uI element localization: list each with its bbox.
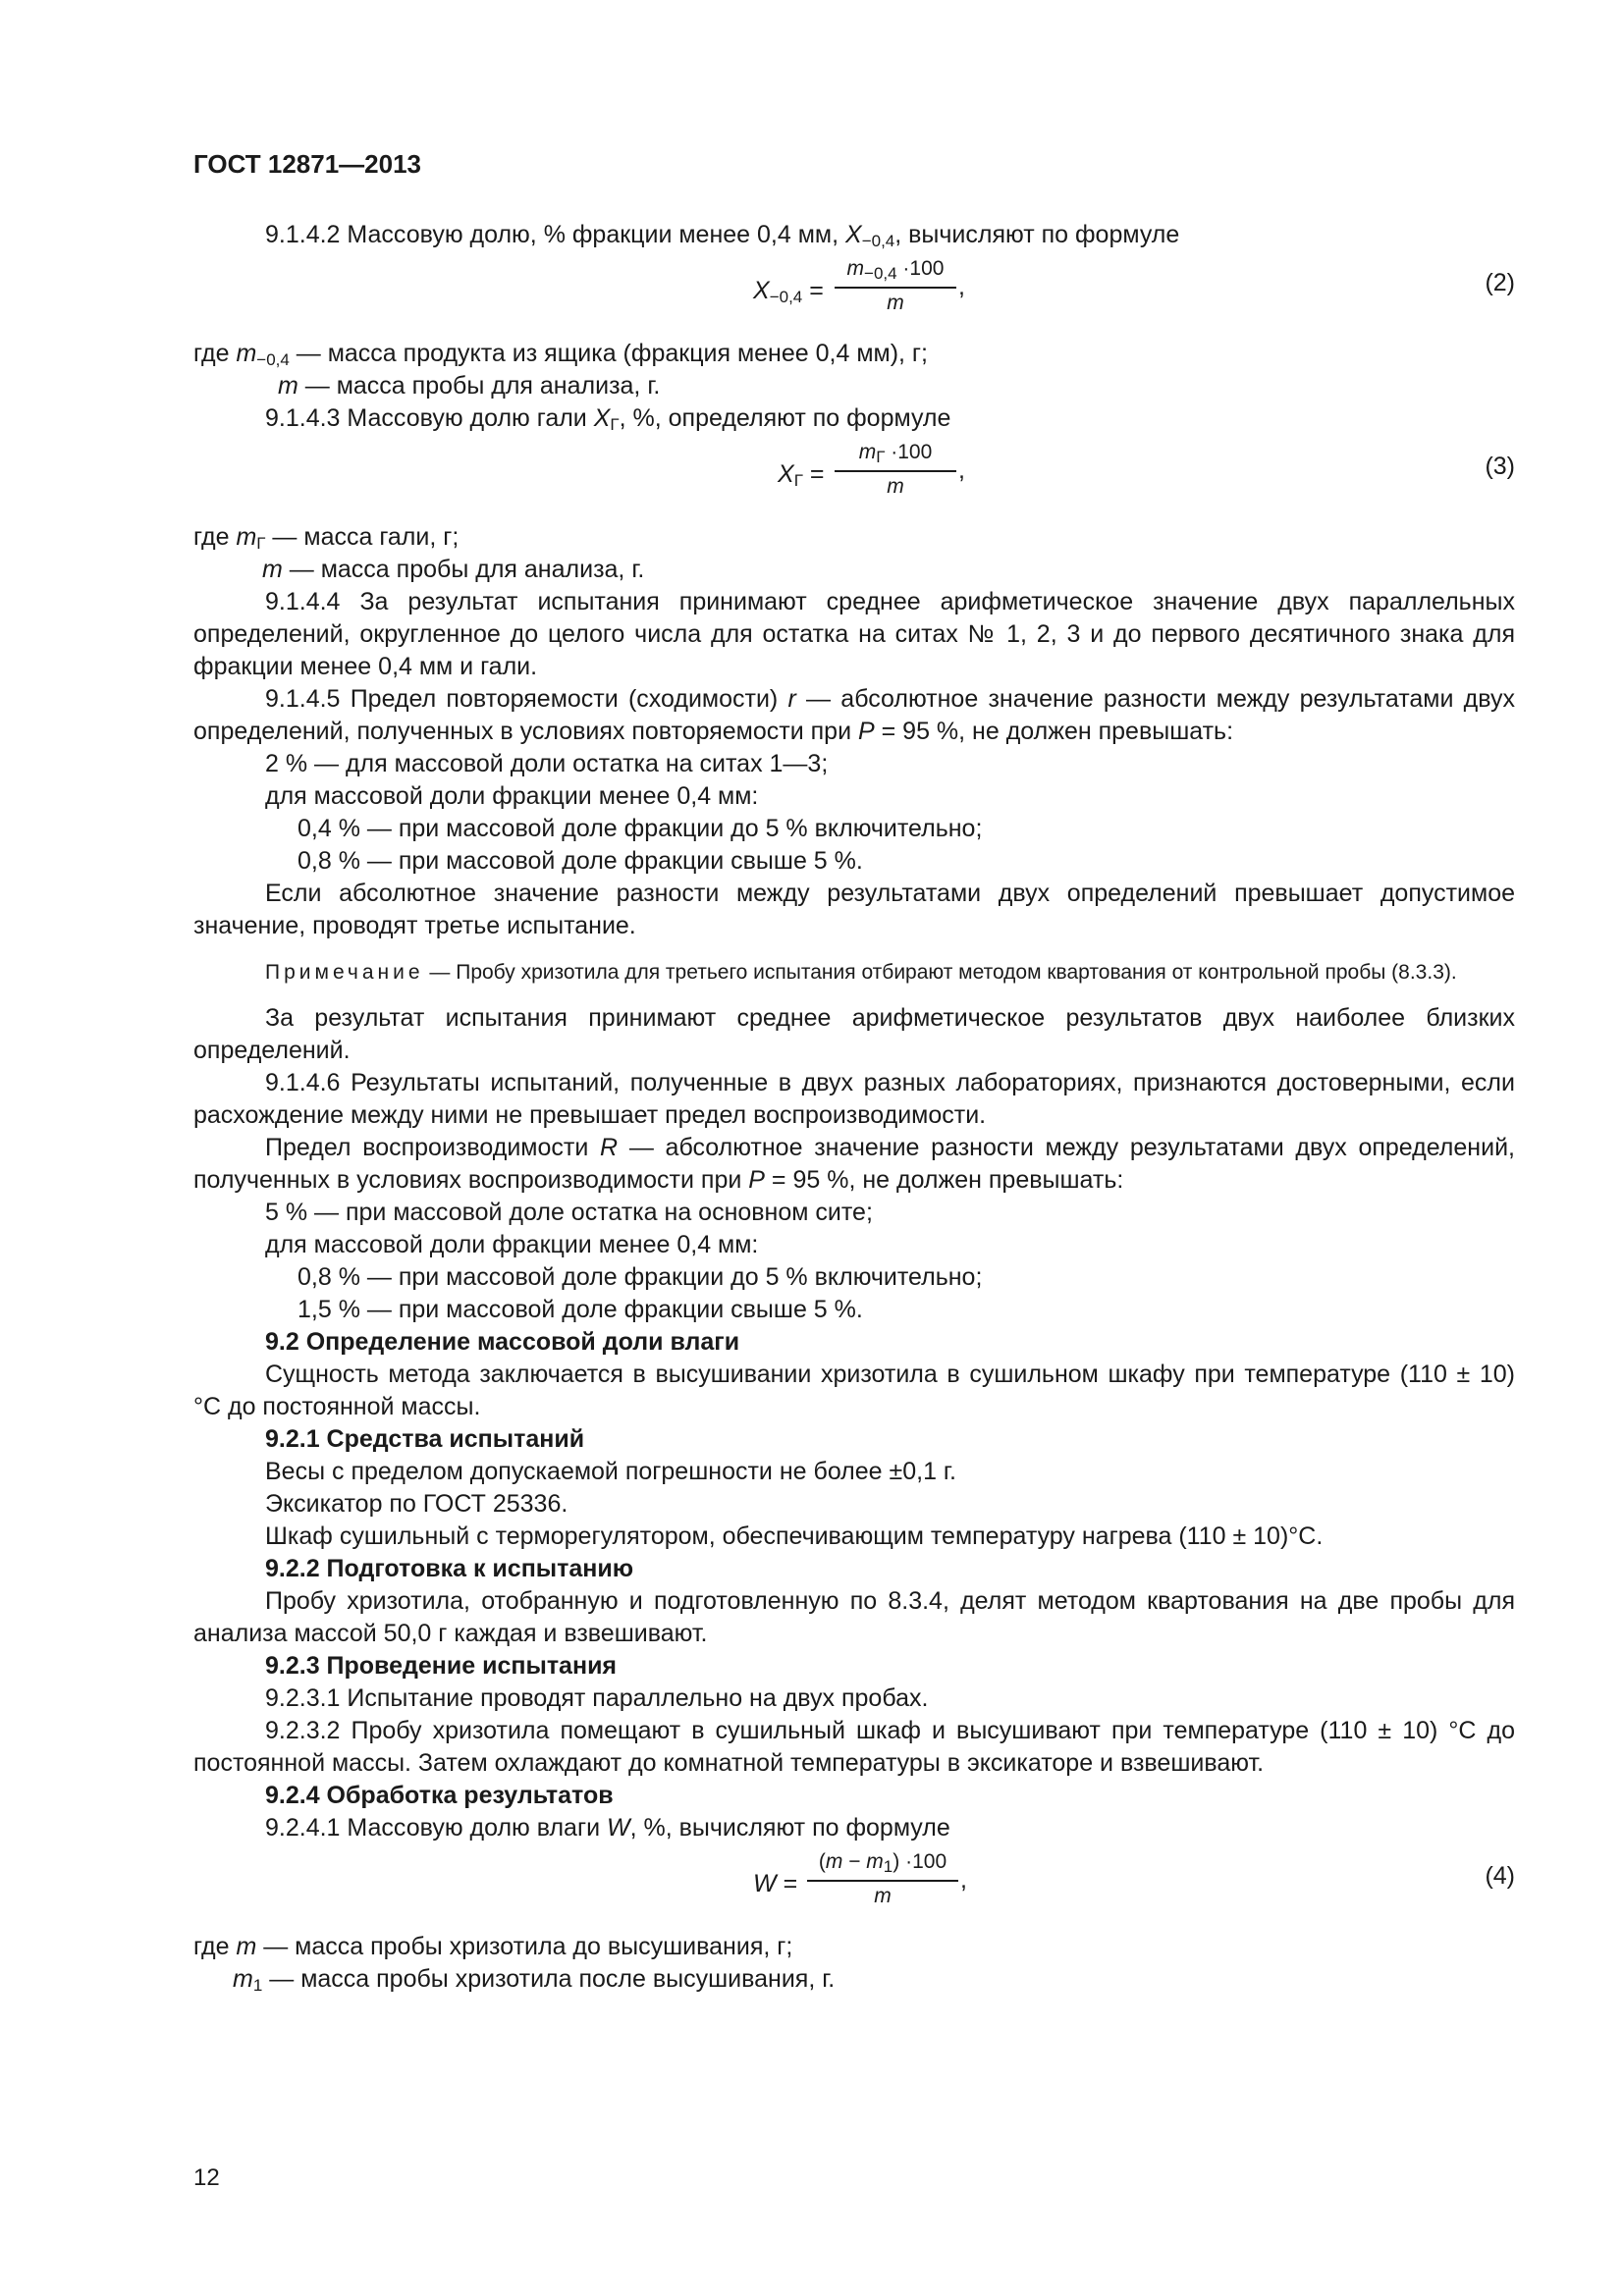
para-9-2: Сущность метода заключается в высушивании хризотила в сушильном шкафу при температуре (110 ± 10) °С до постоянной массы. [193, 1361, 1515, 1420]
list-item: 0,4 % — при массовой доле фракции до 5 % включительно; [298, 815, 983, 842]
para-9-2-3-2: 9.2.3.2 Пробу хризотила помещают в сушильный шкаф и высушивают при температуре (110 ± 10) °С до постоянной массы. Затем охлаждают до комнатной температуры в эксикаторе и взвешивают. [193, 1717, 1515, 1777]
para-9-1-4-2: 9.1.4.2 Массовую долю, % фракции менее 0,4 мм, $X_{-0,4}$, вычисляют по формуле [265, 221, 1180, 250]
formula-2: $X_{-0,4}$ = $m_{-0,4} \cdot 100$ m , (2) [753, 257, 1515, 314]
list-item: для массовой доли фракции менее 0,4 мм: [265, 782, 759, 810]
where-2a: где $m_{-0,4}$ — масса продукта из ящика (фракция менее 0,4 мм), г; [193, 340, 928, 369]
formula-4: W = $(m - m_1) \cdot 100$ m , (4) [753, 1850, 1515, 1907]
section-heading-9-2-3: 9.2.3 Проведение испытания [265, 1652, 618, 1680]
para-9-2-2: Пробу хризотила, отобранную и подготовленную по 8.3.4, делят методом квартования на две пробы для анализа массой 50,0 г каждая и взвешивают. [193, 1587, 1515, 1647]
where-4b: $m_1$ — масса пробы хризотила после высушивания, г. [233, 1965, 836, 1995]
equipment-item: Шкаф сушильный с терморегулятором, обеспечивающим температуру нагрева (110 ± 10)°С. [265, 1522, 1324, 1550]
list-item: 1,5 % — при массовой доле фракции свыше 5 %. [298, 1296, 863, 1323]
formula-number: (2) [1485, 269, 1515, 296]
where-3b: m — масса пробы для анализа, г. [262, 556, 645, 583]
where-3a: где $m_Г$ — масса гали, г; [193, 523, 460, 553]
para-9-1-4-3: 9.1.4.3 Массовую долю гали $X_Г$, %, определяют по формуле [265, 404, 951, 434]
section-heading-9-2-1: 9.2.1 Средства испытаний [265, 1425, 585, 1453]
section-heading-9-2: 9.2 Определение массовой доли влаги [265, 1328, 740, 1356]
para-9-1-4-4: 9.1.4.4 За результат испытания принимают среднее арифметическое значение двух параллельных определений, округленное до целого числа для остатка на ситах № 1, 2, 3 и до первого десятичного знака для фракции менее 0,4 мм и гали. [193, 588, 1515, 680]
equipment-item: Эксикатор по ГОСТ 25336. [265, 1490, 568, 1518]
para-reproducibility: Предел воспроизводимости R — абсолютное значение разности между результатами двух определений, полученных в условиях воспроизводимости при P = 95 %, не должен превышать: [193, 1134, 1515, 1194]
section-heading-9-2-2: 9.2.2 Подготовка к испытанию [265, 1555, 634, 1582]
page-number: 12 [193, 2164, 220, 2191]
list-item: 0,8 % — при массовой доле фракции свыше 5 %. [298, 847, 863, 875]
para-third-test: Если абсолютное значение разности между результатами двух определений превышает допустимое значение, проводят третье испытание. [193, 880, 1515, 939]
where-2b: m — масса пробы для анализа, г. [278, 372, 661, 400]
formula-number: (4) [1485, 1862, 1515, 1890]
list-item: 0,8 % — при массовой доле фракции до 5 % включительно; [298, 1263, 983, 1291]
para-9-2-3-1: 9.2.3.1 Испытание проводят параллельно на двух пробах. [265, 1684, 929, 1712]
equipment-item: Весы с пределом допускаемой погрешности не более ±0,1 г. [265, 1458, 956, 1485]
where-4a: где m — масса пробы хризотила до высушивания, г; [193, 1933, 793, 1960]
formula-3: $X_Г$ = $m_Г \cdot 100$ m , (3) [778, 441, 1515, 498]
list-item: для массовой доли фракции менее 0,4 мм: [265, 1231, 759, 1258]
list-item: 5 % — при массовой доле остатка на основном сите; [265, 1199, 873, 1226]
formula-number: (3) [1485, 453, 1515, 480]
document-header: ГОСТ 12871—2013 [193, 149, 421, 179]
para-9-2-4-1: 9.2.4.1 Массовую долю влаги W, %, вычисляют по формуле [265, 1814, 950, 1842]
list-item: 2 % — для массовой доли остатка на ситах 1—3; [265, 750, 829, 777]
para-result: За результат испытания принимают среднее арифметическое результатов двух наиболее близких определений. [193, 1004, 1515, 1064]
para-9-1-4-5: 9.1.4.5 Предел повторяемости (сходимости) r — абсолютное значение разности между результатами двух определений, полученных в условиях повторяемости при P = 95 %, не должен превышать: [193, 685, 1515, 745]
section-heading-9-2-4: 9.2.4 Обработка результатов [265, 1782, 614, 1809]
para-9-1-4-6: 9.1.4.6 Результаты испытаний, полученные в двух разных лабораториях, признаются достоверными, если расхождение между ними не превышает предел воспроизводимости. [193, 1069, 1515, 1129]
note: Примечание — Пробу хризотила для третьего испытания отбирают методом квартования от контрольной пробы (8.3.3). [265, 961, 1457, 984]
